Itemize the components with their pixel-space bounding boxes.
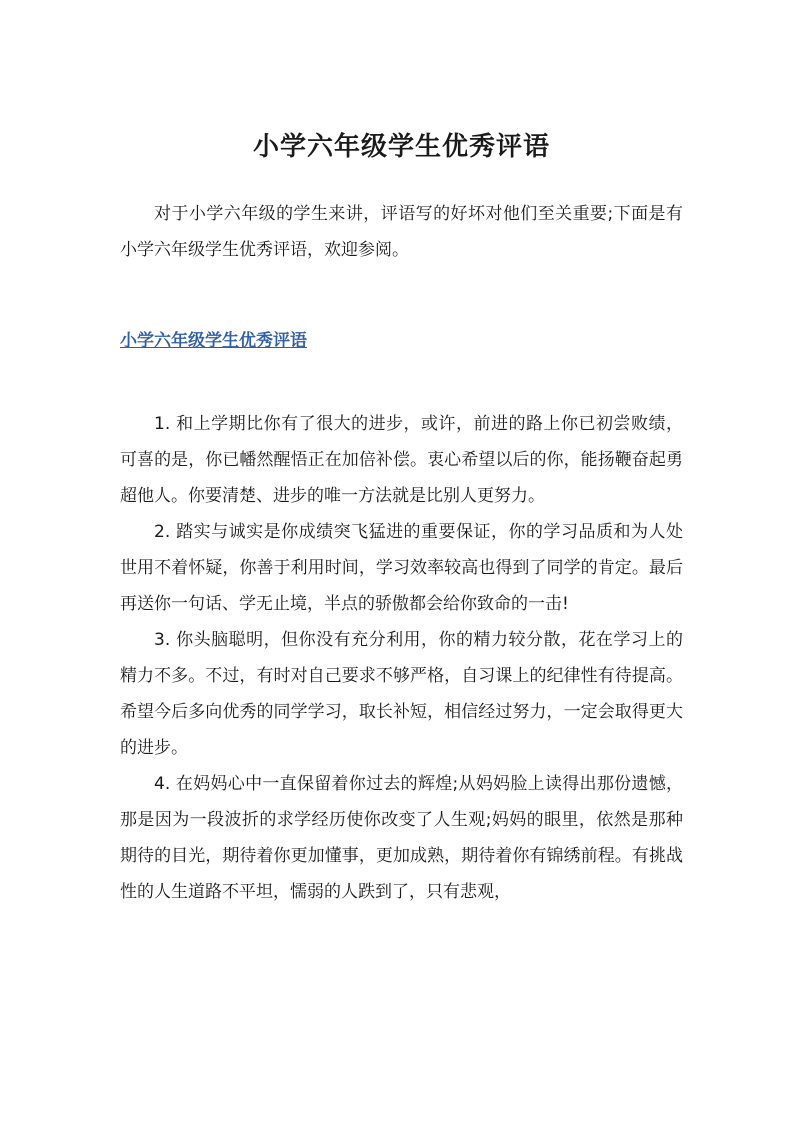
- intro-section: [120, 196, 683, 268]
- intro-paragraph: 对于小学六年级的学生来讲，评语写的好坏对他们至关重要;下面是有小学六年级学生优秀评语，欢迎参阅。: [120, 204, 683, 260]
- comment-item-3: 3. 你头脑聪明，但你没有充分利用，你的精力较分散，花在学习上的精力不多。不过，有时对自己要求不够严格，自习课上的纪律性有待提高。希望今后多向优秀的同学学习，取长补短，相信经过努力，一定会取得更大的进步。: [120, 630, 683, 758]
- comment-list: [120, 406, 683, 910]
- comment-item-4: 4. 在妈妈心中一直保留着你过去的辉煌;从妈妈脸上读得出那份遗憾，那是因为一段波折的求学经历使你改变了人生观;妈妈的眼里，依然是那种期待的目光，期待着你更加懂事，更加成熟，期待着你有锦绣前程。有挑战性的人生道路不平坦，懦弱的人跌到了，只有悲观，: [120, 774, 683, 902]
- section-heading-link[interactable]: 小学六年级学生优秀评语: [120, 331, 307, 351]
- page-title: 小学六年级学生优秀评语: [252, 132, 550, 162]
- comment-item-1: 1. 和上学期比你有了很大的进步，或许，前进的路上你已初尝败绩，可喜的是，你已幡然醒悟正在加倍补偿。衷心希望以后的你，能扬鞭奋起勇超他人。你要清楚、进步的唯一方法就是比别人更努力。: [120, 414, 683, 506]
- comment-item-2: 2. 踏实与诚实是你成绩突飞猛进的重要保证，你的学习品质和为人处世用不着怀疑，你善于利用时间，学习效率较高也得到了同学的肯定。最后再送你一句话、学无止境，半点的骄傲都会给你致命的一击!: [120, 522, 683, 614]
